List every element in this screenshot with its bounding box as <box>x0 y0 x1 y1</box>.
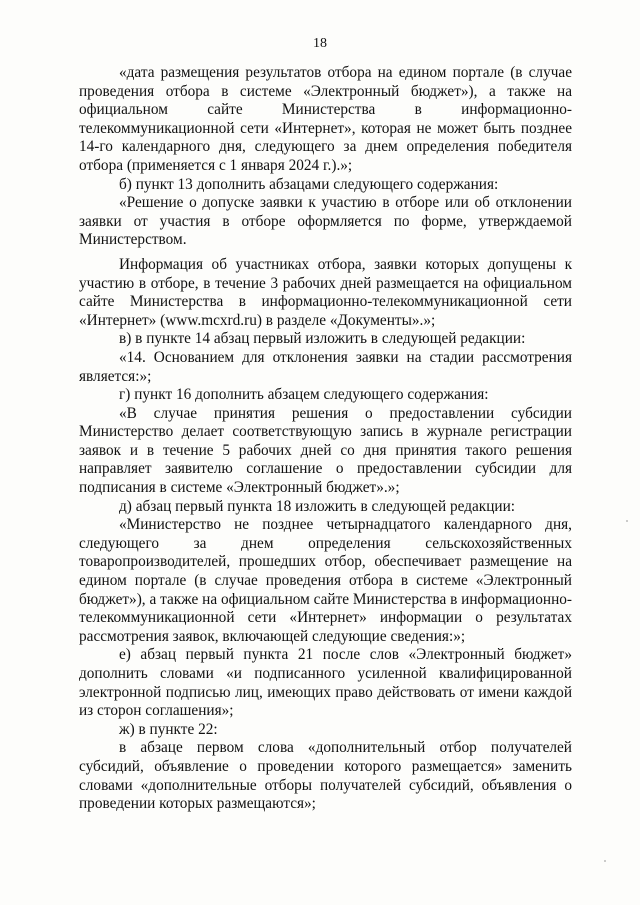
document-body <box>79 64 572 814</box>
paragraph: е) абзац первый пункта 21 после слов «Электронный бюджет» дополнить словами «и подписанного усиленной квалифицированной электронной подписью лиц, имеющих право действовать от имени каждой из сторон соглашения»; <box>79 646 572 720</box>
scan-speck <box>626 520 628 522</box>
paragraph: «Министерство не позднее четырнадцатого календарного дня, следующего за днем определения сельскохозяйственных товаропроизводителей, прошедших отбор, обеспечивает размещение на едином портале (в случае проведения отбора в системе «Электронный бюджет»), а также на официальном сайте Министерства в информационно-телекоммуникационной сети «Интернет» информации о результатах рассмотрения заявок, включающей следующие сведения:»; <box>79 516 572 645</box>
paragraph: д) абзац первый пункта 18 изложить в следующей редакции: <box>119 497 516 515</box>
paragraph: в) в пункте 14 абзац первый изложить в следующей редакции: <box>119 330 526 348</box>
paragraph: ж) в пункте 22: <box>119 720 218 738</box>
paragraph: «14. Основанием для отклонения заявки на стадии рассмотрения является:»; <box>79 348 572 385</box>
paragraph: «Решение о допуске заявки к участию в отборе или об отклонении заявки от участия в отборе оформляется по форме, утверждаемой Министерством. <box>79 194 572 249</box>
paragraph: «дата размещения результатов отбора на едином портале (в случае проведения отбора в системе «Электронный бюджет»), а также на официальном сайте Министерства в информационно-телекоммуникационной сети «Интернет», которая не может быть позднее 14-го календарного дня, следующего за днем определения победителя отбора (применяется с 1 января 2024 г.).»; <box>79 64 572 174</box>
scan-speck <box>604 860 606 862</box>
paragraph: в абзаце первом слова «дополнительный отбор получателей субсидий, объявление о проведении которого размещается» заменить словами «дополнительные отборы получателей субсидий, объявления о проведении которых размещаются»; <box>79 739 572 813</box>
paragraph: Информация об участниках отбора, заявки которых допущены к участию в отборе, в течение 3 рабочих дней размещается на официальном сайте Министерства в информационно-телекоммуникационной сети «Интернет» (www.mcxrd.ru) в разделе «Документы».»; <box>79 255 572 329</box>
paragraph: «В случае принятия решения о предоставлении субсидии Министерство делает соответствующую запись в журнале регистрации заявок и в течение 5 рабочих дней со дня принятия такого решения направляет заявителю соглашение о предоставлении субсидии для подписания в системе «Электронный бюджет».»; <box>79 404 572 497</box>
paragraph: б) пункт 13 дополнить абзацами следующего содержания: <box>119 175 499 193</box>
paragraph: г) пункт 16 дополнить абзацем следующего содержания: <box>119 386 489 404</box>
page-number: 18 <box>313 36 327 51</box>
